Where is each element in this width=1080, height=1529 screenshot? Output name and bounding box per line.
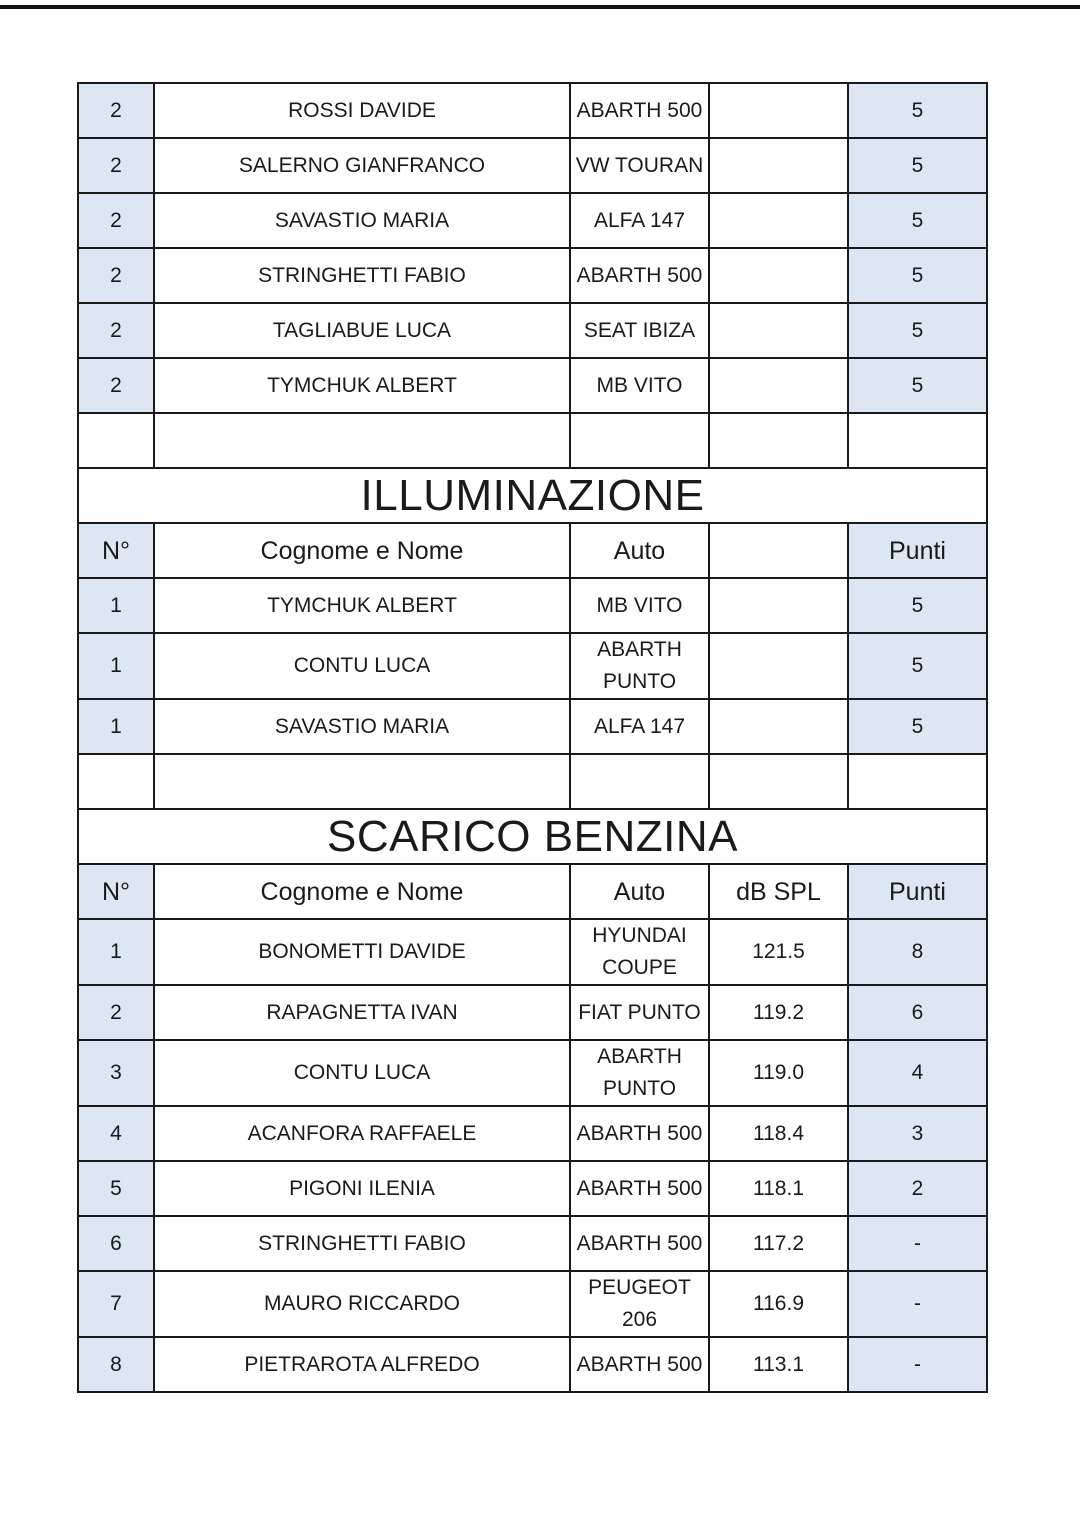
header-name: Cognome e Nome bbox=[154, 864, 570, 919]
db-spl-cell: 119.0 bbox=[709, 1040, 848, 1106]
empty-cell bbox=[848, 754, 987, 809]
position-cell: 2 bbox=[78, 303, 154, 358]
punti-cell: - bbox=[848, 1271, 987, 1337]
scarico-benzina-header-row bbox=[78, 864, 987, 919]
empty-cell bbox=[709, 413, 848, 468]
punti-cell: 5 bbox=[848, 138, 987, 193]
position-cell: 7 bbox=[78, 1271, 154, 1337]
table-row bbox=[78, 1106, 987, 1161]
name-cell: PIGONI ILENIA bbox=[154, 1161, 570, 1216]
table-row bbox=[78, 1040, 987, 1106]
name-cell: STRINGHETTI FABIO bbox=[154, 1216, 570, 1271]
auto-cell: ABARTH 500 bbox=[570, 1106, 709, 1161]
auto-cell: ABARTH 500 bbox=[570, 1337, 709, 1392]
table-row bbox=[78, 578, 987, 633]
table-row bbox=[78, 1337, 987, 1392]
db-spl-cell bbox=[709, 248, 848, 303]
results-table bbox=[77, 82, 988, 1393]
header-punti: Punti bbox=[848, 523, 987, 578]
db-spl-cell bbox=[709, 358, 848, 413]
empty-cell bbox=[78, 413, 154, 468]
header-db-spl bbox=[709, 523, 848, 578]
punti-cell: 5 bbox=[848, 83, 987, 138]
table-row bbox=[78, 248, 987, 303]
name-cell: SAVASTIO MARIA bbox=[154, 193, 570, 248]
db-spl-cell: 118.4 bbox=[709, 1106, 848, 1161]
punti-cell: 5 bbox=[848, 248, 987, 303]
auto-cell: MB VITO bbox=[570, 578, 709, 633]
table-row bbox=[78, 193, 987, 248]
position-cell: 4 bbox=[78, 1106, 154, 1161]
name-cell: ROSSI DAVIDE bbox=[154, 83, 570, 138]
punti-cell: 5 bbox=[848, 633, 987, 699]
position-cell: 2 bbox=[78, 83, 154, 138]
punti-cell: - bbox=[848, 1216, 987, 1271]
db-spl-cell bbox=[709, 83, 848, 138]
auto-cell: MB VITO bbox=[570, 358, 709, 413]
punti-cell: 6 bbox=[848, 985, 987, 1040]
db-spl-cell bbox=[709, 193, 848, 248]
empty-row bbox=[78, 413, 987, 468]
db-spl-cell bbox=[709, 633, 848, 699]
position-cell: 6 bbox=[78, 1216, 154, 1271]
table-row bbox=[78, 633, 987, 699]
punti-cell: 8 bbox=[848, 919, 987, 985]
table-row bbox=[78, 303, 987, 358]
auto-cell: ABARTH PUNTO bbox=[570, 1040, 709, 1106]
empty-cell bbox=[154, 413, 570, 468]
empty-cell bbox=[709, 754, 848, 809]
illuminazione-header-row bbox=[78, 523, 987, 578]
header-auto: Auto bbox=[570, 523, 709, 578]
name-cell: STRINGHETTI FABIO bbox=[154, 248, 570, 303]
empty-cell bbox=[78, 754, 154, 809]
header-auto: Auto bbox=[570, 864, 709, 919]
db-spl-cell: 116.9 bbox=[709, 1271, 848, 1337]
name-cell: TYMCHUK ALBERT bbox=[154, 358, 570, 413]
empty-row bbox=[78, 754, 987, 809]
empty-cell bbox=[570, 754, 709, 809]
table-row bbox=[78, 1216, 987, 1271]
header-name: Cognome e Nome bbox=[154, 523, 570, 578]
name-cell: MAURO RICCARDO bbox=[154, 1271, 570, 1337]
results-body bbox=[78, 83, 987, 1392]
db-spl-cell bbox=[709, 699, 848, 754]
punti-cell: 4 bbox=[848, 1040, 987, 1106]
punti-cell: 5 bbox=[848, 193, 987, 248]
position-cell: 2 bbox=[78, 138, 154, 193]
punti-cell: 5 bbox=[848, 578, 987, 633]
auto-cell: ABARTH 500 bbox=[570, 1161, 709, 1216]
header-db-spl: dB SPL bbox=[709, 864, 848, 919]
name-cell: CONTU LUCA bbox=[154, 1040, 570, 1106]
table-row bbox=[78, 138, 987, 193]
position-cell: 8 bbox=[78, 1337, 154, 1392]
illuminazione-section-title: ILLUMINAZIONE bbox=[78, 468, 987, 523]
empty-cell bbox=[570, 413, 709, 468]
position-cell: 2 bbox=[78, 193, 154, 248]
position-cell: 1 bbox=[78, 633, 154, 699]
position-cell: 1 bbox=[78, 919, 154, 985]
db-spl-cell: 121.5 bbox=[709, 919, 848, 985]
header-position: N° bbox=[78, 864, 154, 919]
header-punti: Punti bbox=[848, 864, 987, 919]
name-cell: PIETRAROTA ALFREDO bbox=[154, 1337, 570, 1392]
position-cell: 2 bbox=[78, 985, 154, 1040]
empty-cell bbox=[848, 413, 987, 468]
name-cell: TYMCHUK ALBERT bbox=[154, 578, 570, 633]
punti-cell: 5 bbox=[848, 303, 987, 358]
auto-cell: ABARTH PUNTO bbox=[570, 633, 709, 699]
auto-cell: ALFA 147 bbox=[570, 193, 709, 248]
table-row bbox=[78, 83, 987, 138]
scarico-benzina-section-title: SCARICO BENZINA bbox=[78, 809, 987, 864]
db-spl-cell: 118.1 bbox=[709, 1161, 848, 1216]
name-cell: BONOMETTI DAVIDE bbox=[154, 919, 570, 985]
auto-cell: ABARTH 500 bbox=[570, 83, 709, 138]
position-cell: 5 bbox=[78, 1161, 154, 1216]
table-row bbox=[78, 358, 987, 413]
table-row bbox=[78, 1271, 987, 1337]
db-spl-cell bbox=[709, 138, 848, 193]
name-cell: RAPAGNETTA IVAN bbox=[154, 985, 570, 1040]
db-spl-cell bbox=[709, 578, 848, 633]
table-row bbox=[78, 919, 987, 985]
punti-cell: 5 bbox=[848, 358, 987, 413]
db-spl-cell: 113.1 bbox=[709, 1337, 848, 1392]
punti-cell: - bbox=[848, 1337, 987, 1392]
punti-cell: 3 bbox=[848, 1106, 987, 1161]
auto-cell: ABARTH 500 bbox=[570, 248, 709, 303]
position-cell: 2 bbox=[78, 358, 154, 413]
db-spl-cell: 117.2 bbox=[709, 1216, 848, 1271]
empty-cell bbox=[154, 754, 570, 809]
auto-cell: HYUNDAI COUPE bbox=[570, 919, 709, 985]
table-row bbox=[78, 985, 987, 1040]
name-cell: SALERNO GIANFRANCO bbox=[154, 138, 570, 193]
auto-cell: FIAT PUNTO bbox=[570, 985, 709, 1040]
db-spl-cell bbox=[709, 303, 848, 358]
auto-cell: ALFA 147 bbox=[570, 699, 709, 754]
scarico-benzina-title-row bbox=[78, 809, 987, 864]
table-row bbox=[78, 699, 987, 754]
name-cell: SAVASTIO MARIA bbox=[154, 699, 570, 754]
header-position: N° bbox=[78, 523, 154, 578]
auto-cell: SEAT IBIZA bbox=[570, 303, 709, 358]
position-cell: 2 bbox=[78, 248, 154, 303]
top-rule bbox=[0, 5, 1080, 9]
auto-cell: VW TOURAN bbox=[570, 138, 709, 193]
position-cell: 1 bbox=[78, 699, 154, 754]
auto-cell: ABARTH 500 bbox=[570, 1216, 709, 1271]
position-cell: 3 bbox=[78, 1040, 154, 1106]
auto-cell: PEUGEOT 206 bbox=[570, 1271, 709, 1337]
illuminazione-title-row bbox=[78, 468, 987, 523]
name-cell: CONTU LUCA bbox=[154, 633, 570, 699]
punti-cell: 5 bbox=[848, 699, 987, 754]
name-cell: TAGLIABUE LUCA bbox=[154, 303, 570, 358]
db-spl-cell: 119.2 bbox=[709, 985, 848, 1040]
position-cell: 1 bbox=[78, 578, 154, 633]
name-cell: ACANFORA RAFFAELE bbox=[154, 1106, 570, 1161]
punti-cell: 2 bbox=[848, 1161, 987, 1216]
table-row bbox=[78, 1161, 987, 1216]
